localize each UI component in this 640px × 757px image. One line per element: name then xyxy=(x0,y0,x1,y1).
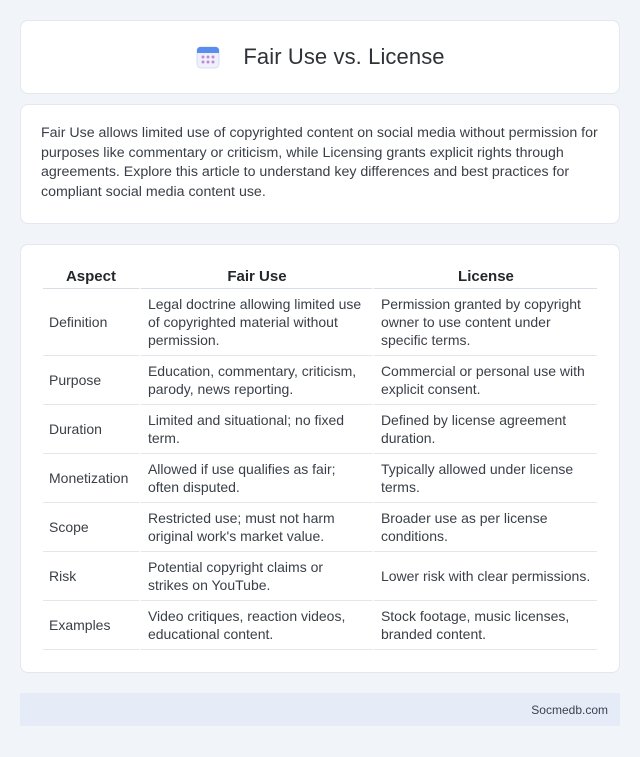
title-card xyxy=(20,20,620,94)
aspect-cell: Monetization xyxy=(43,454,139,503)
license-cell: Permission granted by copyright owner to use content under specific terms. xyxy=(372,289,597,356)
intro-paragraph: Fair Use allows limited use of copyrighted content on social media without permission for purposes like commentary or criticism, while Licensing grants explicit rights through agreements. Explore this article to understand key differences and best practices for compliant social media content use. xyxy=(41,125,598,200)
license-cell: Commercial or personal use with explicit consent. xyxy=(372,356,597,405)
fair-use-cell: Potential copyright claims or strikes on YouTube. xyxy=(139,552,372,601)
aspect-cell: Duration xyxy=(43,405,139,454)
license-cell: Lower risk with clear permissions. xyxy=(372,552,597,601)
table-row xyxy=(43,503,597,552)
table-header-row xyxy=(43,263,597,289)
license-cell: Typically allowed under license terms. xyxy=(372,454,597,503)
fair-use-cell: Video critiques, reaction videos, educational content. xyxy=(139,601,372,650)
fair-use-cell: Legal doctrine allowing limited use of copyrighted material without permission. xyxy=(139,289,372,356)
title-wrap xyxy=(195,44,444,70)
table-row xyxy=(43,601,597,650)
column-header-license: License xyxy=(372,263,597,289)
fair-use-cell: Limited and situational; no fixed term. xyxy=(139,405,372,454)
table-row xyxy=(43,289,597,356)
table-row xyxy=(43,454,597,503)
calendar-icon xyxy=(195,44,221,70)
fair-use-cell: Education, commentary, criticism, parody, news reporting. xyxy=(139,356,372,405)
license-cell: Broader use as per license conditions. xyxy=(372,503,597,552)
aspect-cell: Purpose xyxy=(43,356,139,405)
table-row xyxy=(43,552,597,601)
column-header-fair-use: Fair Use xyxy=(139,263,372,289)
table-row xyxy=(43,356,597,405)
footer-bar xyxy=(20,693,620,726)
footer-site-link[interactable]: Socmedb.com xyxy=(531,702,608,717)
fair-use-cell: Allowed if use qualifies as fair; often disputed. xyxy=(139,454,372,503)
aspect-cell: Definition xyxy=(43,289,139,356)
license-cell: Defined by license agreement duration. xyxy=(372,405,597,454)
fair-use-cell: Restricted use; must not harm original work's market value. xyxy=(139,503,372,552)
license-cell: Stock footage, music licenses, branded content. xyxy=(372,601,597,650)
comparison-card xyxy=(20,244,620,673)
intro-card xyxy=(20,104,620,224)
aspect-cell: Examples xyxy=(43,601,139,650)
comparison-table xyxy=(43,263,597,650)
page-title: Fair Use vs. License xyxy=(243,44,445,69)
table-row xyxy=(43,405,597,454)
aspect-cell: Scope xyxy=(43,503,139,552)
aspect-cell: Risk xyxy=(43,552,139,601)
column-header-aspect: Aspect xyxy=(43,263,139,289)
